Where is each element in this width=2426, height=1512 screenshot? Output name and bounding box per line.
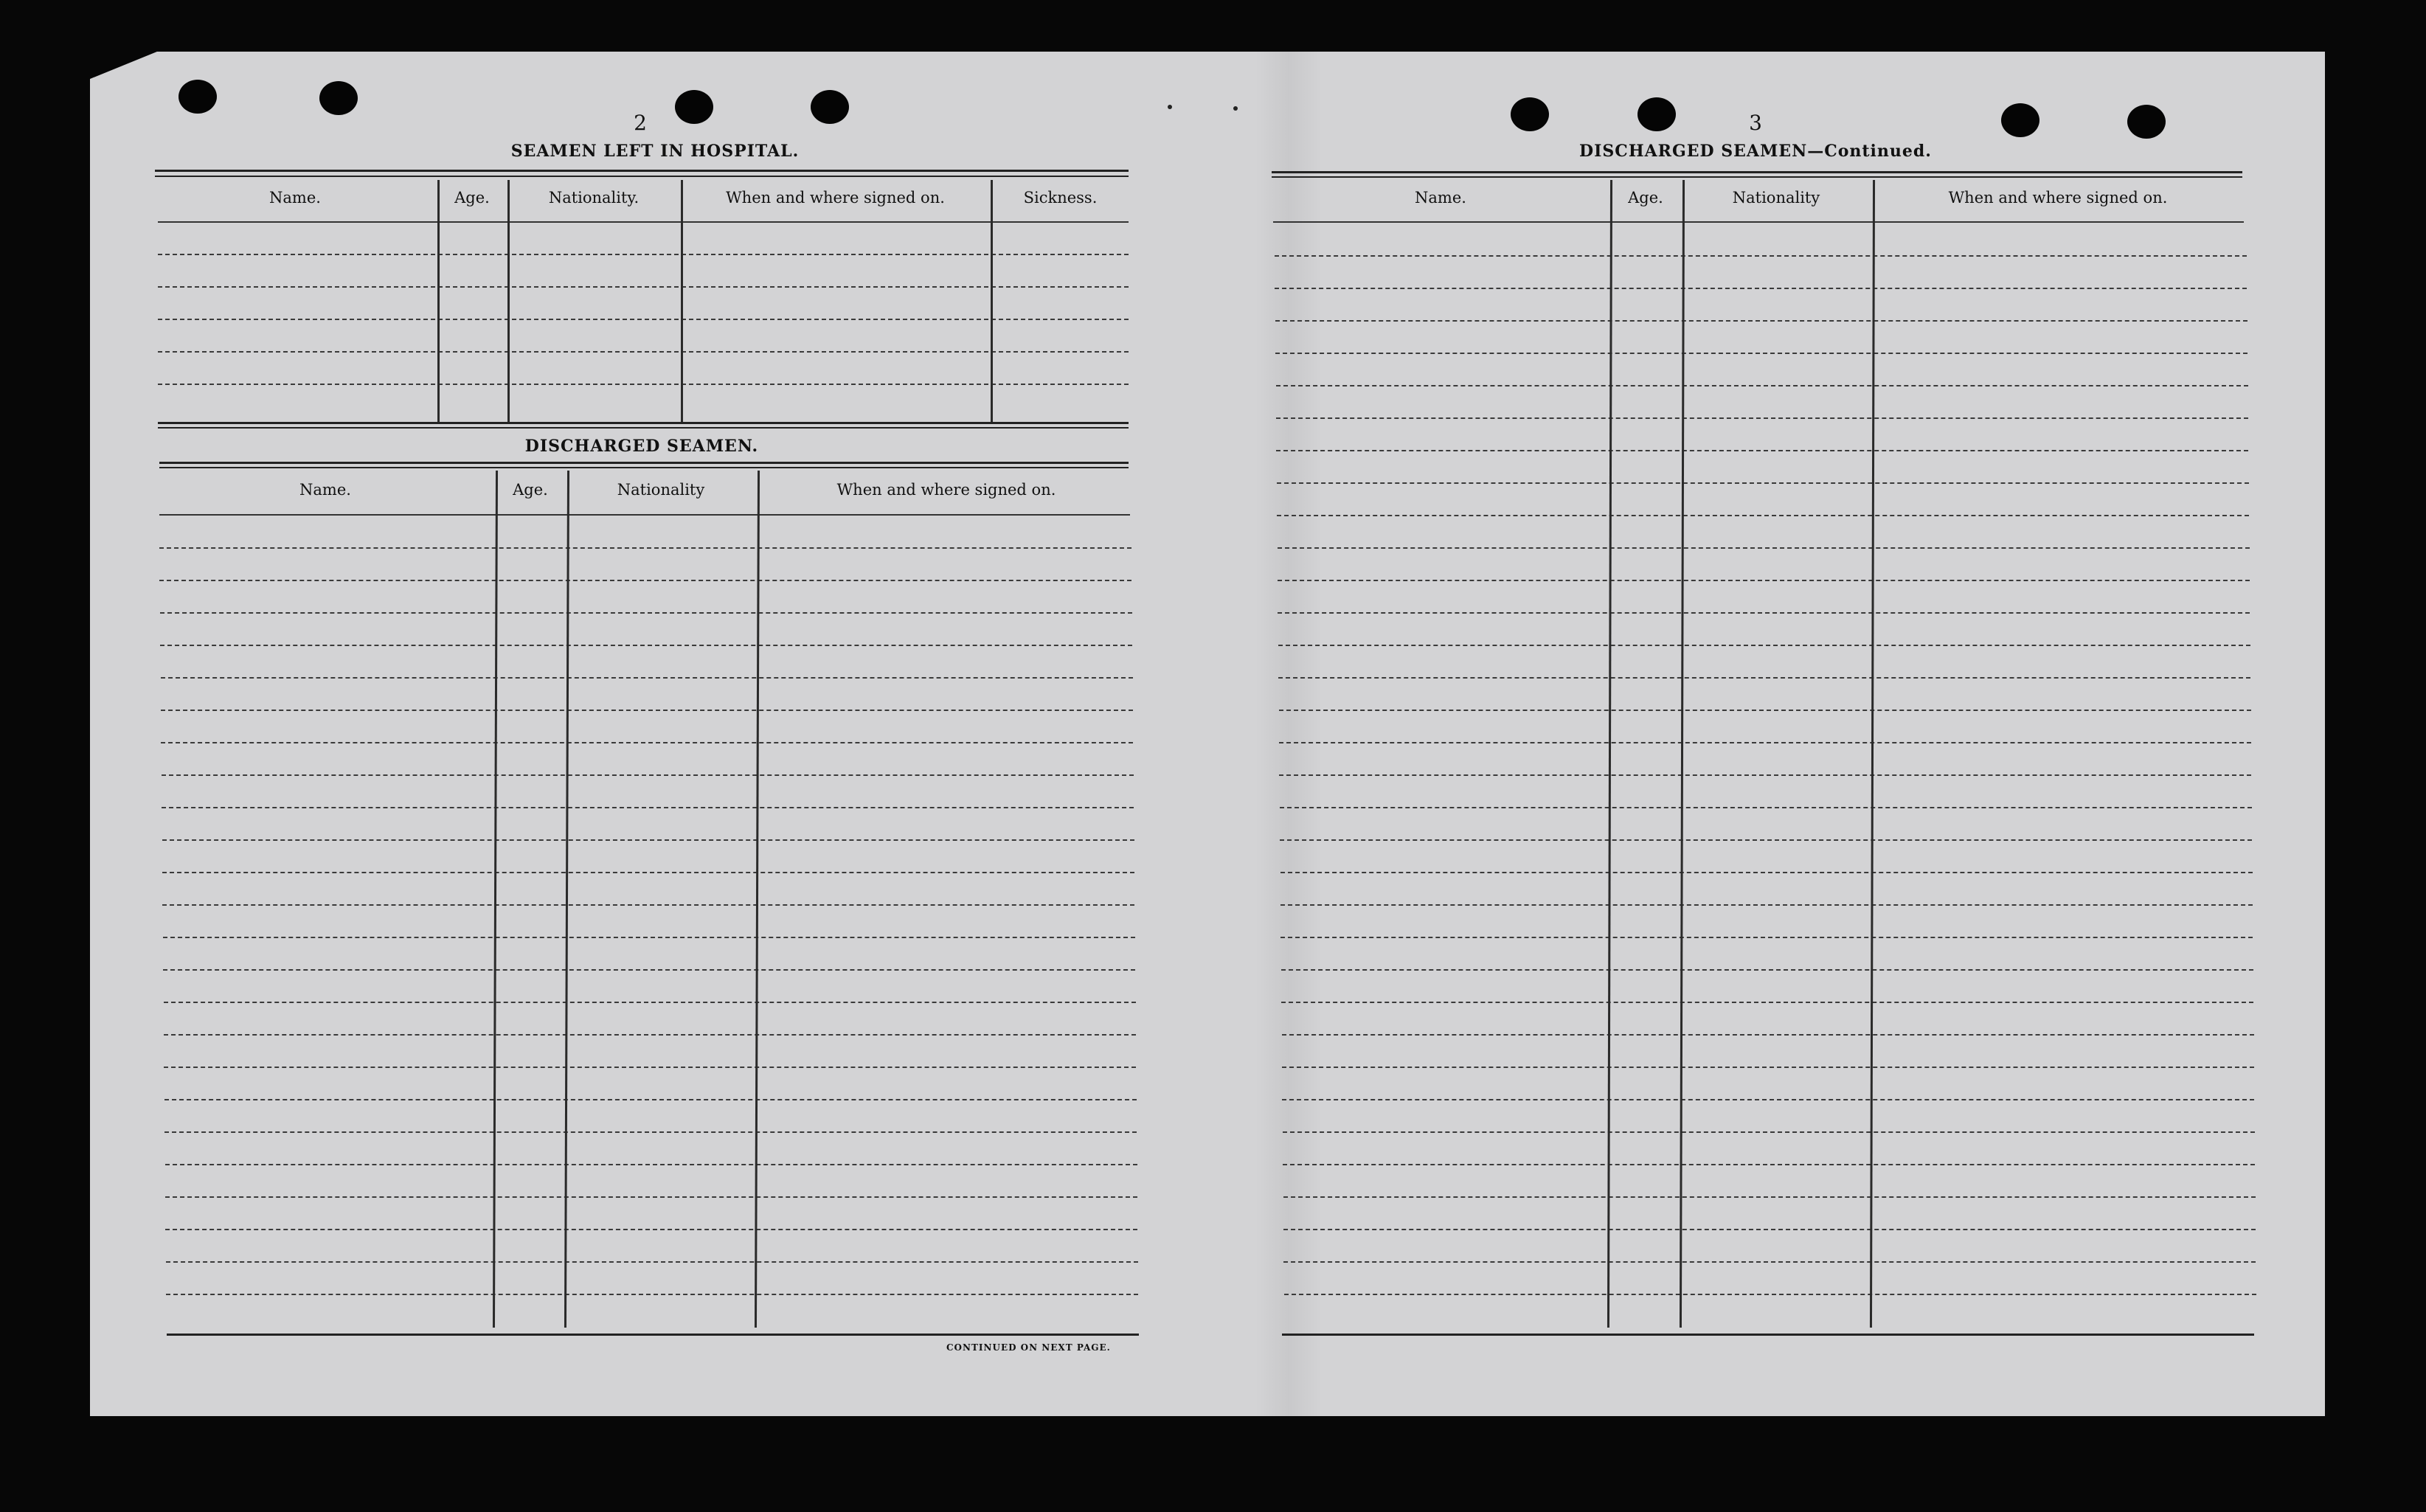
blank-entry-line [1280,904,2253,906]
hospital-col-divider [991,180,993,423]
discharged-header-underline [159,514,1130,516]
blank-entry-line [165,1164,1137,1165]
hospital-col-nationality: Nationality. [548,189,640,207]
discharged-section-title: DISCHARGED SEAMEN. [524,437,759,456]
blank-entry-line [164,1099,1137,1100]
blank-entry-line [160,612,1132,614]
discharged-col-nationality: Nationality [617,481,705,499]
blank-entry-line [1279,774,2251,776]
blank-entry-line [1278,612,2250,614]
continued-col-age: Age. [1628,189,1663,207]
blank-entry-line [1276,417,2248,419]
paper-speck [1233,106,1238,111]
blank-entry-line [1282,1067,2254,1068]
hospital-section-title: SEAMEN LEFT IN HOSPITAL. [510,142,800,161]
blank-entry-line [161,677,1133,679]
blank-entry-line [1283,1164,2255,1165]
hospital-col-divider [437,180,440,423]
blank-entry-line [165,1229,1137,1230]
punch-hole [1637,97,1676,131]
blank-entry-line [1282,1034,2254,1036]
continued-top-rule [1272,171,2242,173]
blank-entry-line [1280,839,2252,841]
continued-header-underline [1273,221,2244,223]
discharged-bottom-rule [167,1334,1139,1336]
blank-entry-line [1284,1294,2256,1295]
blank-entry-line [164,1067,1136,1068]
blank-entry-line [1283,1261,2256,1263]
blank-entry-line [1276,450,2248,451]
blank-entry-line [1275,288,2247,289]
blank-entry-line [162,807,1134,808]
blank-entry-line [159,580,1131,581]
blank-entry-line [162,872,1134,873]
blank-entry-line [1275,320,2247,322]
discharged-col-age: Age. [513,481,548,499]
blank-entry-line [1278,580,2250,581]
blank-entry-line [158,384,1129,385]
blank-entry-line [162,904,1134,906]
blank-entry-line [162,839,1134,841]
blank-entry-line [1275,353,2247,354]
blank-entry-line [159,547,1131,549]
hospital-col-divider [507,180,510,423]
blank-entry-line [164,1034,1136,1036]
punch-hole [811,90,849,124]
blank-entry-line [1279,742,2251,743]
blank-entry-line [1278,677,2250,679]
page-number-left: 2 [634,111,647,135]
punch-hole [2001,103,2039,137]
discharged-continued-title: DISCHARGED SEAMEN—Continued. [1579,142,1932,161]
hospital-col-name: Name. [269,189,321,207]
blank-entry-line [166,1294,1138,1295]
blank-entry-line [158,319,1129,320]
blank-entry-line [158,351,1129,353]
blank-entry-line [1275,255,2247,257]
blank-entry-line [165,1196,1137,1198]
discharged-col-name: Name. [299,481,351,499]
blank-entry-line [1280,807,2252,808]
discharged-top-rule [159,462,1129,464]
blank-entry-line [161,742,1133,743]
punch-hole [2127,105,2166,139]
blank-entry-line [164,1131,1137,1133]
blank-entry-line [163,969,1135,971]
punch-hole [675,90,713,124]
hospital-bottom-rule-2 [158,427,1129,429]
hospital-col-age: Age. [454,189,490,207]
continued-col-signed-on: When and where signed on. [1948,189,2168,207]
continued-col-name: Name. [1415,189,1466,207]
blank-entry-line [1277,482,2249,484]
blank-entry-line [1281,1002,2253,1003]
blank-entry-line [158,286,1129,288]
blank-entry-line [1279,710,2251,711]
punch-hole [319,81,358,115]
paper-speck [1168,105,1172,109]
blank-entry-line [158,254,1129,255]
continued-col-nationality: Nationality [1732,189,1820,207]
blank-entry-line [1276,385,2248,386]
continued-bottom-rule [1282,1334,2254,1336]
hospital-col-signed-on: When and where signed on. [726,189,945,207]
blank-entry-line [162,774,1134,776]
continued-note: CONTINUED ON NEXT PAGE. [946,1342,1111,1353]
blank-entry-line [1283,1196,2256,1198]
hospital-header-underline [158,221,1129,223]
hospital-col-sickness: Sickness. [1023,189,1098,207]
blank-entry-line [1281,969,2253,971]
blank-entry-line [1278,645,2250,646]
blank-entry-line [1283,1229,2256,1230]
blank-entry-line [1282,1099,2254,1100]
hospital-top-rule [155,170,1129,172]
discharged-top-rule-2 [159,467,1129,468]
blank-entry-line [1280,872,2253,873]
blank-entry-line [160,645,1132,646]
blank-entry-line [1278,547,2250,549]
continued-top-rule-2 [1272,176,2242,178]
punch-hole [179,80,217,114]
blank-entry-line [1280,937,2253,938]
hospital-top-rule-2 [155,176,1129,177]
blank-entry-line [166,1261,1138,1263]
blank-entry-line [1283,1131,2255,1133]
punch-hole [1511,97,1549,131]
blank-entry-line [163,937,1135,938]
hospital-bottom-rule [158,422,1129,424]
page-number-right: 3 [1749,111,1762,135]
blank-entry-line [1277,515,2249,516]
discharged-col-signed-on: When and where signed on. [836,481,1056,499]
blank-entry-line [161,710,1133,711]
hospital-col-divider [681,180,683,423]
blank-entry-line [164,1002,1136,1003]
